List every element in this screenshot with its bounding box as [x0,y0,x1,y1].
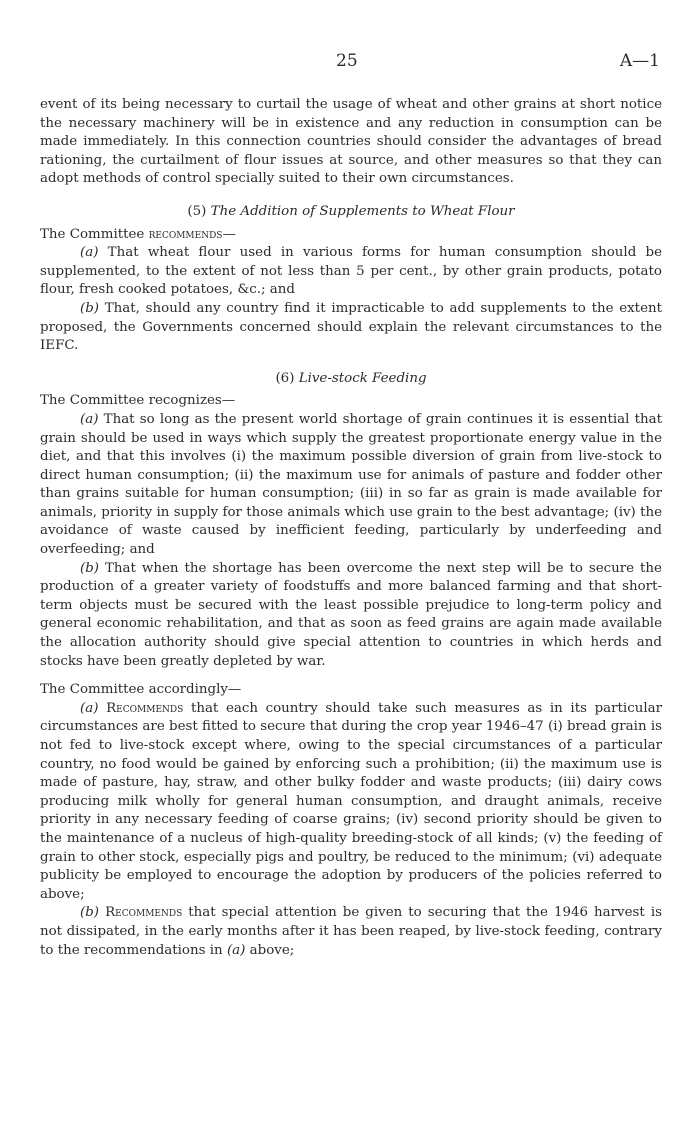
section-6-rec-b-suffix: above; [249,942,295,958]
document-reference: A—1 [619,51,660,71]
section-6-rec-b-text: that special attention be given to securing that the 1946 harvest is not dissipated, in the early months after it has been reaped, by live-stock feeding, contrary to the recommendations in [40,905,662,958]
page-number: 25 [336,51,358,71]
section-5-item-a [40,244,662,300]
section-6-intro: The Committee recognizes— [40,393,236,409]
section-5-number: (5) [187,203,207,219]
section-5-item-a-label: (a) [80,245,99,261]
section-5-intro-keyword: recommends [148,226,223,242]
section-6-title: Live-stock Feeding [298,370,427,386]
section-5-intro-suffix: — [222,226,236,242]
section-5-title: The Addition of Supplements to Wheat Flour [210,203,515,219]
section-5-item-a-text: That wheat flour used in various forms for human consumption should be supplemented, to the extent of not less than 5 per cent., by other grain products, potato flour, fresh cooked potatoes, &c.; and [40,245,662,298]
section-6-item-b-label: (b) [80,560,100,576]
section-5-heading [40,203,662,222]
section-6-accordingly-intro: The Committee accordingly— [40,682,242,698]
section-6-rec-a-text: that each country should take such measures as in its particular circumstances are best fitted to secure that during the crop year 1946–47 (i) bread grain is not fed to live-stock except where, owing to the special circumstances of a particular country, no food would be gained by enforcing such a prohibition; (ii) the maximum use is made of pasture, hay, straw, and other bulky fodder and waste products; (iii) dairy cows producing milk wholly for general human consumption, and draught animals, receive priority in any necessary feeding of coarse grains; (iv) second priority should be given to the maintenance of a nucleus of high-quality breeding-stock of all kinds; (v) the feeding of grain to other stock, especially pigs and poultry, be reduced to the minimum; (vi) adequate publicity be employed to encourage the adoption by producers of the policies referred to above; [40,700,662,902]
section-6-rec-a-label: (a) [80,700,99,716]
section-6-heading [40,370,662,389]
section-6-recommendation-a [40,700,662,905]
section-6-recommendation-b [40,904,662,960]
section-6-rec-b-keyword: Recommends [105,905,183,921]
section-6-rec-a-keyword: Recommends [106,700,184,716]
section-6-item-a [40,411,662,560]
opening-paragraph: event of its being necessary to curtail the usage of wheat and other grains at short notice the necessary machinery will be in existence and any reduction in consumption can be made immediately. In this connection countries should consider the advantages of bread rationing, the curtailment of flour issues at source, and other measures so that they can adopt methods of control specially suited to their own circumstances. [40,97,662,187]
page-body [40,96,662,960]
section-6-number: (6) [275,370,295,386]
section-5-intro [40,226,662,245]
section-5-item-b-text: That, should any country find it impracticable to add supplements to the extent proposed, the Governments concerned should explain the relevant circumstances to the IEFC. [40,300,662,354]
section-6-item-b-text: That when the shortage has been overcome the next step will be to secure the production of a greater variety of foodstuffs and more balanced farming and that short-term objects must be secured with the least possible prejudice to long-term policy and general economic rehabilitation, and that as soon as feed grains are again made available the allocation authority should give special attention to countries in which herds and stocks have been greatly depleted by war. [40,560,662,669]
page-header [0,52,700,76]
section-5-item-b-label: (b) [80,300,100,316]
section-5-intro-prefix: The Committee [40,226,145,242]
section-6-rec-b-label: (b) [80,905,100,921]
section-6-item-a-text: That so long as the present world shortage of grain continues it is essential that grain should be used in ways which supply the greatest proportionate energy value in the diet, and that this involves (i) the maximum possible diversion of grain from live-stock to direct human consumption; (ii) the maximum use for animals of pasture and fodder other than grains suitable for human consumption; (iii) in so far as grain is made available for animals, priority in supply for those animals which use grain to the best advantage; (iv) the avoidance of waste caused by inefficient feeding, particularly by underfeeding and overfeeding; and [40,411,662,558]
section-6-rec-b-reference: (a) [226,942,246,958]
section-6-item-b [40,560,662,672]
section-5-item-b [40,300,662,356]
section-6-item-a-label: (a) [80,411,99,427]
